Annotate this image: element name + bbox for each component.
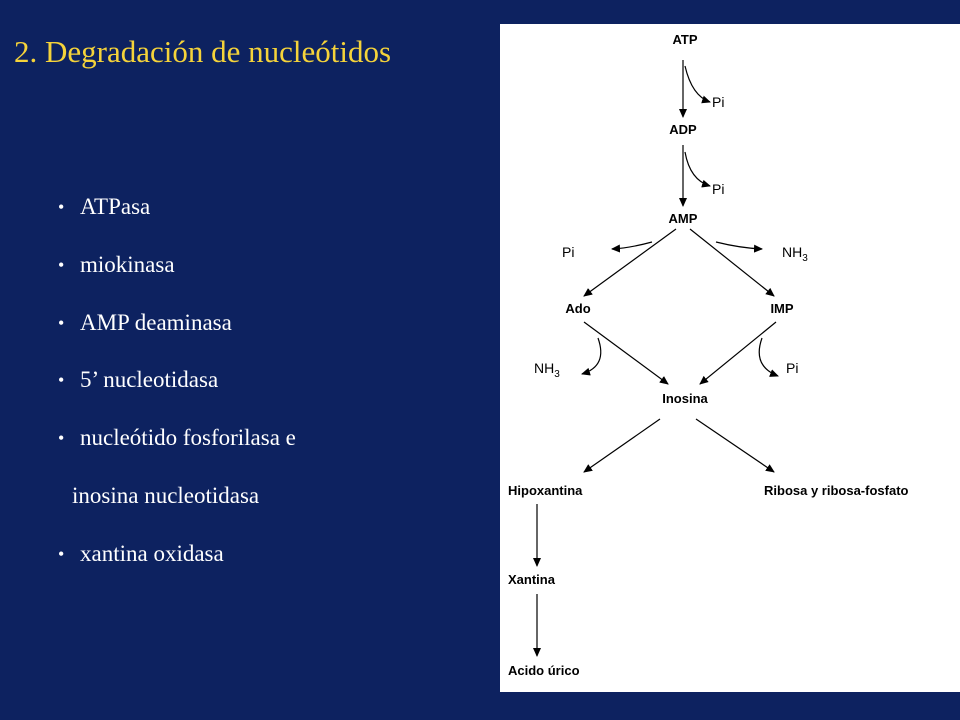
bullet-text: xantina oxidasa <box>80 540 224 566</box>
node-hipoxantina: Hipoxantina <box>508 483 583 498</box>
slide-title: 2. Degradación de nucleótidos <box>14 34 392 69</box>
node-amp: AMP <box>668 211 698 226</box>
bullet-text: nucleótido fosforilasa e <box>80 425 296 451</box>
arrow-imp-inosina <box>700 322 776 384</box>
bullet-marker: • <box>58 543 65 564</box>
node-ribosa: Ribosa y ribosa-fosfato <box>764 483 909 498</box>
arrow-amp-ado <box>584 229 676 296</box>
bullet-text: ATPasa <box>80 194 151 219</box>
byproduct-nh3-ado: $NH_3$ <box>534 360 560 380</box>
byproduct-pi-1: Pi <box>712 94 725 110</box>
bullet-item-continuation <box>58 482 296 540</box>
arrow-pi-release-1 <box>685 66 710 102</box>
arrow-inosina-ribosa <box>696 419 774 472</box>
bullet-item <box>58 309 296 367</box>
bullet-list <box>58 193 296 598</box>
pathway-svg <box>500 24 960 692</box>
arrow-pi-release-2 <box>685 152 710 186</box>
bullet-text: miokinasa <box>80 251 175 277</box>
byproduct-pi-2: Pi <box>712 181 725 197</box>
bullet-item <box>58 251 296 309</box>
node-adp: ADP <box>669 122 697 137</box>
arrow-nh3-release-amp <box>716 242 762 249</box>
node-xantina: Xantina <box>508 572 555 587</box>
arrow-pi-release-imp <box>759 338 778 376</box>
node-acido-urico: Acido úrico <box>508 663 580 678</box>
byproduct-nh3-amp: $NH_3$ <box>782 244 808 264</box>
byproduct-pi-imp: Pi <box>786 360 799 376</box>
pathway-diagram <box>500 24 960 692</box>
bullet-item <box>58 366 296 424</box>
bullet-item <box>58 540 296 598</box>
arrow-ado-inosina <box>584 322 668 384</box>
bullet-marker: • <box>58 312 65 333</box>
arrow-nh3-release-ado <box>582 338 601 374</box>
pathway-arrows <box>537 60 778 656</box>
bullet-item <box>58 193 296 251</box>
bullet-marker: • <box>58 197 65 217</box>
bullet-text: AMP deaminasa <box>80 309 232 335</box>
bullet-text: inosina nucleotidasa <box>72 482 260 508</box>
bullet-marker: • <box>58 370 65 391</box>
node-imp: IMP <box>770 301 794 316</box>
bullet-marker: • <box>58 428 65 449</box>
arrow-pi-release-amp <box>612 242 652 249</box>
bullet-marker: • <box>58 254 65 275</box>
arrow-amp-imp <box>690 229 774 296</box>
node-inosina: Inosina <box>662 391 708 406</box>
bullet-text: 5’ nucleotidasa <box>80 367 219 393</box>
node-atp: ATP <box>672 32 698 47</box>
node-ado: Ado <box>565 301 591 316</box>
byproduct-pi-amp: Pi <box>562 244 575 260</box>
bullet-item <box>58 424 296 482</box>
arrow-inosina-hipoxantina <box>584 419 660 472</box>
